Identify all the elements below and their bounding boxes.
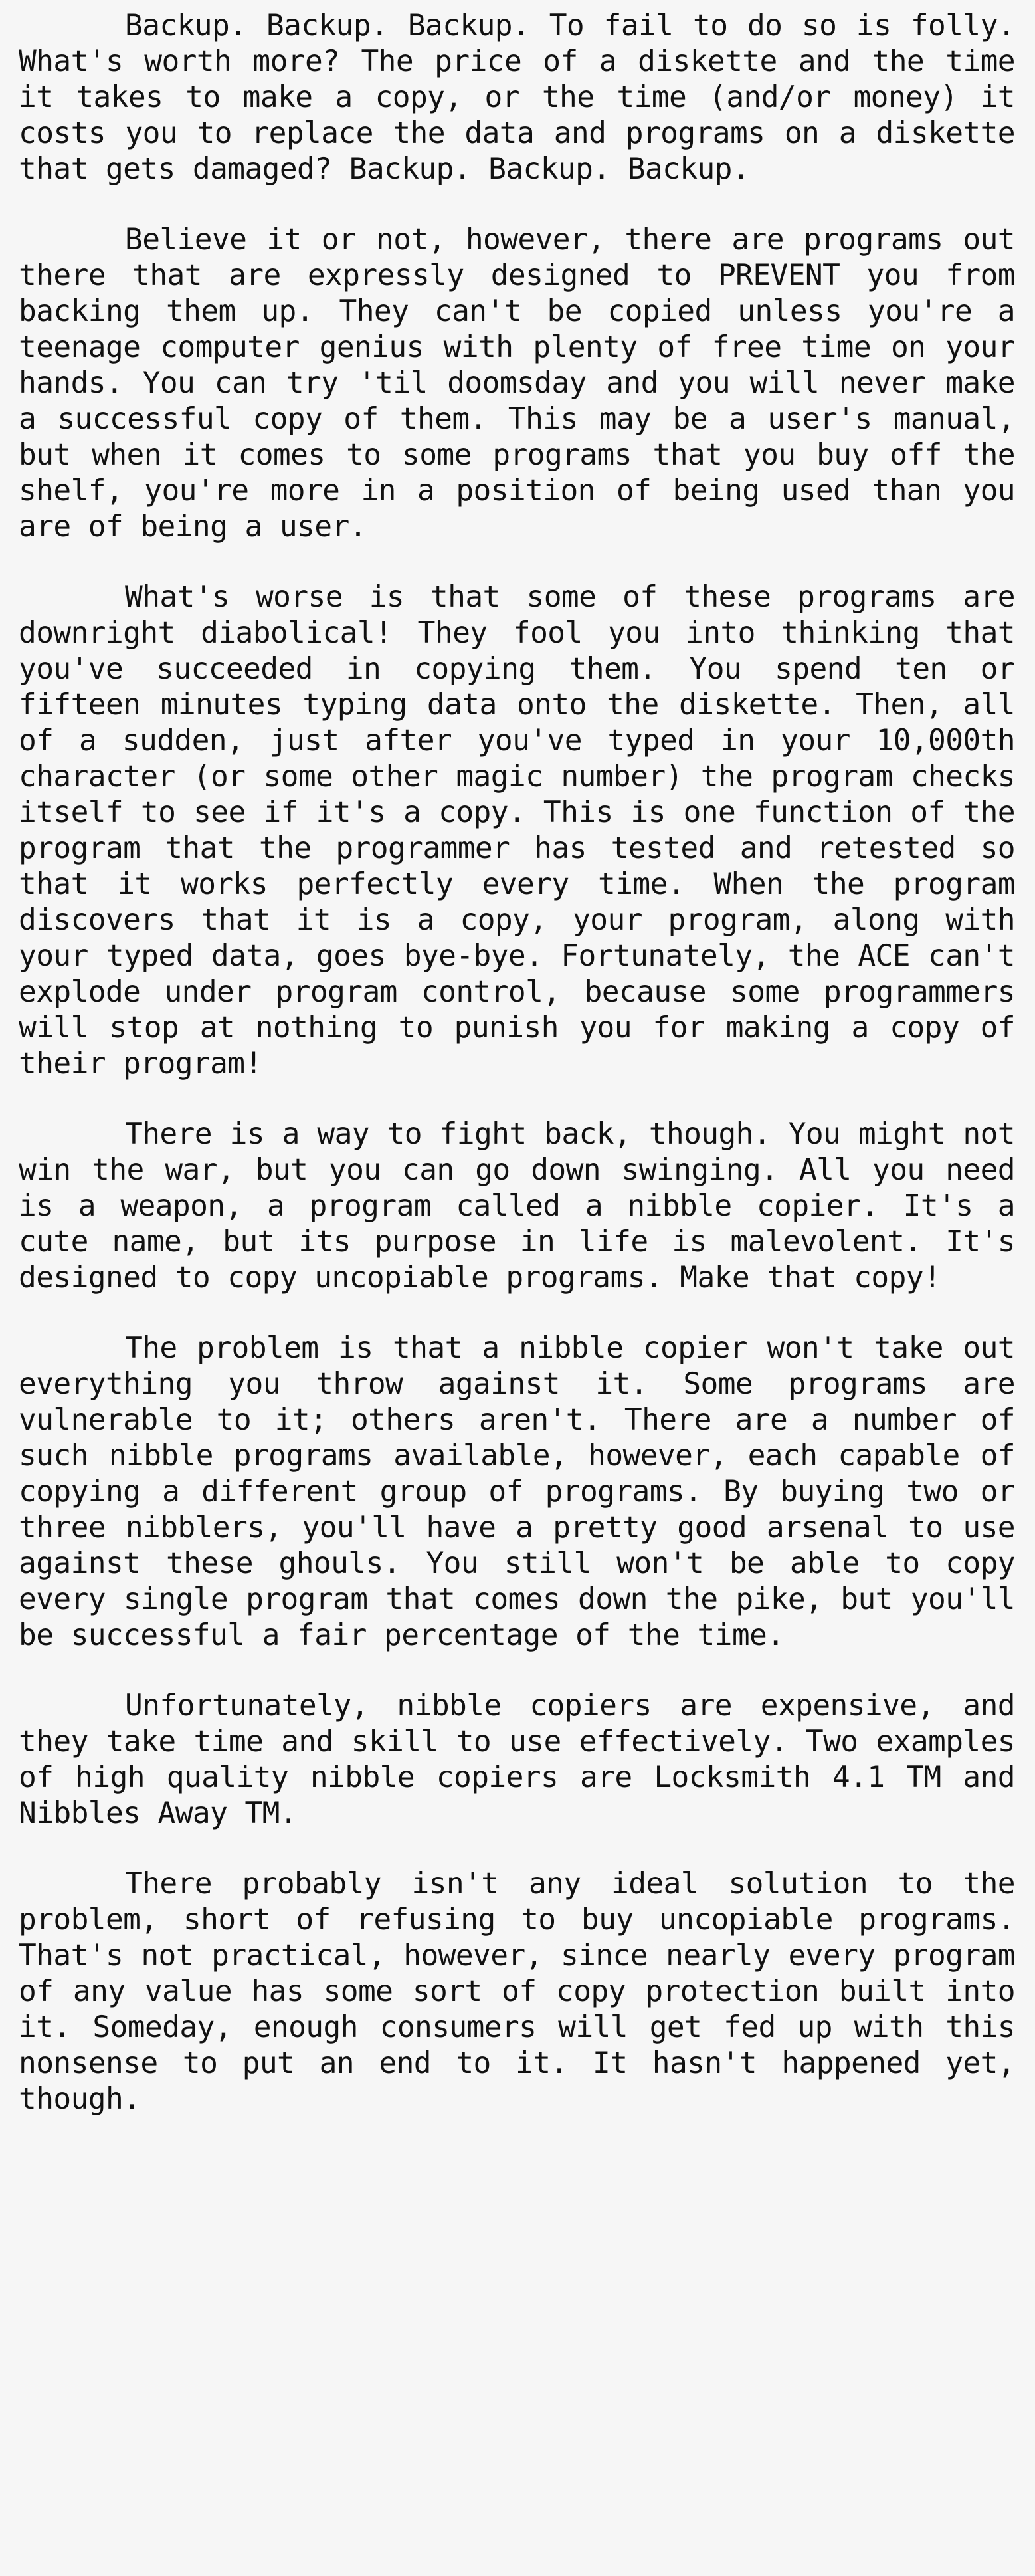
paragraph-nibbler-examples: Unfortunately, nibble copiers are expensive, and they take time and skill to use effectively. Two examples of high quality nibble copiers are Locksmith 4.1 TM and Nibbles Away TM. (19, 1689, 1015, 1830)
paragraph-no-ideal-solution: There probably isn't any ideal solution to the problem, short of refusing to buy uncopiable programs. That's not practical, however, since nearly every program of any value has some sort of copy protection built into it. Someday, enough consumers will get fed up with this nonsense to put an end to it. It hasn't happened yet, though. (19, 1867, 1015, 2116)
paragraph-nibbler-limitations: The problem is that a nibble copier won't take out everything you throw against it. Some programs are vulnerable to it; others aren't. There are a number of such nibble programs available, however, each capable of copying a different group of programs. By buying two or three nibblers, you'll have a pretty good arsenal to use against these ghouls. You still won't be able to copy every single program that comes down the pike, but you'll be successful a fair percentage of the time. (19, 1331, 1015, 1652)
paragraph-diabolical-programs: What's worse is that some of these programs are downright diabolical! They fool you into thinking that you've succeeded in copying them. You spend ten or fifteen minutes typing data onto the diskette. Then, all of a sudden, just after you've typed in your 10,000th character (or some other magic number) the program checks itself to see if it's a copy. This is one function of the program that the programmer has tested and retested so that it works perfectly every time. When the program discovers that it is a copy, your program, along with your typed data, goes bye-bye. Fortunately, the ACE can't explode under program control, because some programmers will stop at nothing to punish you for making a copy of their program! (19, 580, 1015, 1081)
document-page (19, 8, 1015, 2152)
paragraph-backup: Backup. Backup. Backup. To fail to do so is folly. What's worth more? The price of a diskette and the time it takes to make a copy, or the time (and/or money) it costs you to replace the data and programs on a diskette that gets damaged? Backup. Backup. Backup. (19, 9, 1015, 186)
paragraph-copy-protection: Believe it or not, however, there are programs out there that are expressly designed to PREVENT you from backing them up. They can't be copied unless you're a teenage computer genius with plenty of free time on your hands. You can try 'til doomsday and you will never make a successful copy of them. This may be a user's manual, but when it comes to some programs that you buy off the shelf, you're more in a position of being used than you are of being a user. (19, 223, 1015, 544)
paragraph-nibble-copier: There is a way to fight back, though. You might not win the war, but you can go down swinging. All you need is a weapon, a program called a nibble copier. It's a cute name, but its purpose in life is malevolent. It's designed to copy uncopiable programs. Make that copy! (19, 1117, 1015, 1295)
